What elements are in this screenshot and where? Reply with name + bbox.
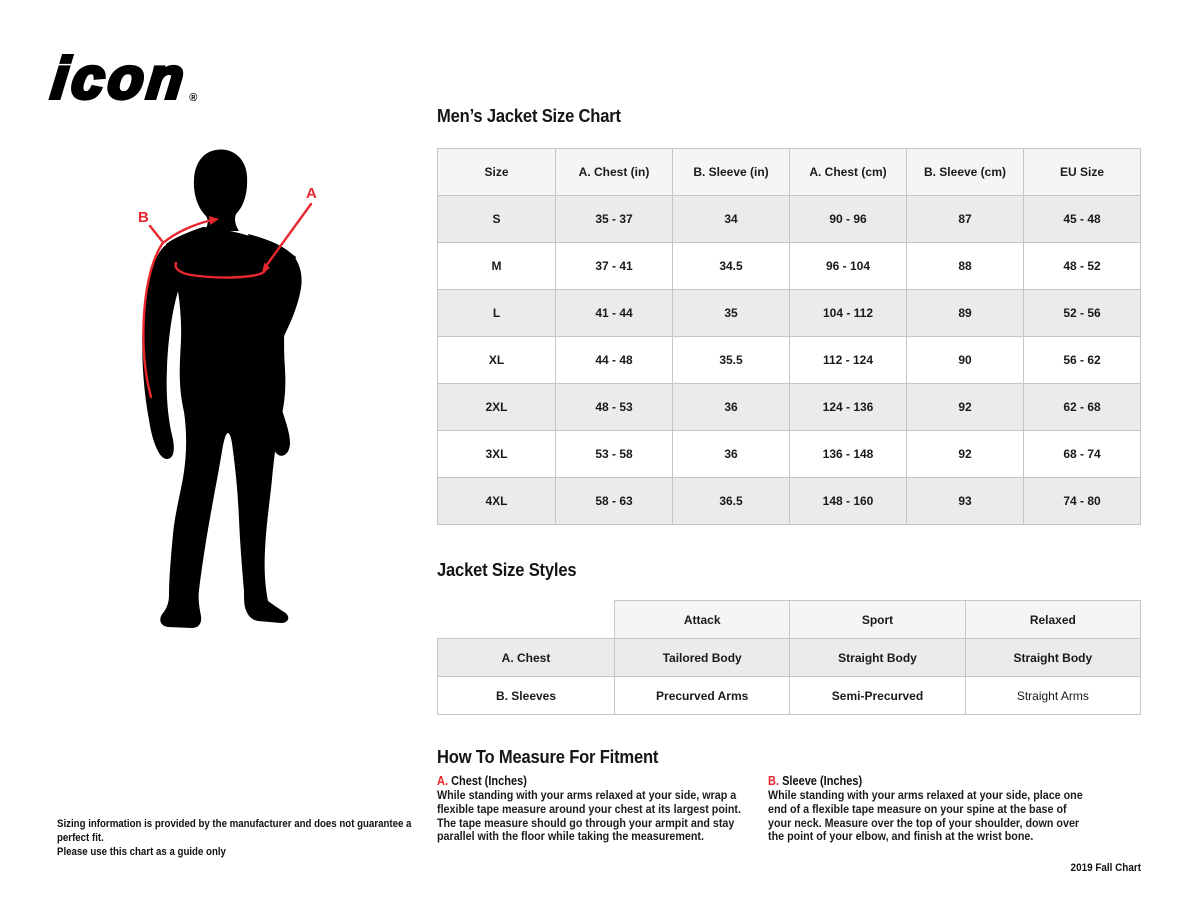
size-styles-header-row [438,601,1141,639]
table-cell: 48 - 52 [1024,243,1141,290]
table-cell: 112 - 124 [790,337,907,384]
table-cell: 44 - 48 [556,337,673,384]
disclaimer-line-1: Sizing information is provided by the manufacturer and does not guarantee a perfect fit. [57,818,412,844]
table-cell: 45 - 48 [1024,196,1141,243]
size-cell: 2XL [438,384,556,431]
brand-logo [48,46,272,116]
table-cell: 90 [907,337,1024,384]
table-row-m [438,243,1141,290]
size-cell: XL [438,337,556,384]
sleeve-label-leader [150,226,162,241]
table-row-chest-style [438,639,1141,677]
col-header-relaxed: Relaxed [965,601,1140,639]
measure-instructions-chest [437,774,745,844]
disclaimer-line-2: Please use this chart as a guide only [57,846,226,858]
table-cell: 41 - 44 [556,290,673,337]
table-cell: 96 - 104 [790,243,907,290]
table-cell: Straight Body [965,639,1140,677]
table-row-3xl [438,431,1141,478]
table-cell: 93 [907,478,1024,525]
measure-chest-label-prefix: A. [437,774,448,788]
measure-chest-text: While standing with your arms relaxed at your side, wrap a flexible tape measure around your chest at its largest point. The tape measure should go through your armpit and stay parallel with the floor while taking the measurement. [437,788,741,844]
figure-label-b: B [138,209,149,226]
table-cell: Semi-Precurved [790,677,965,715]
table-cell: 89 [907,290,1024,337]
col-header-size: Size [438,149,556,196]
size-cell: S [438,196,556,243]
size-cell: 4XL [438,478,556,525]
table-cell: 35 - 37 [556,196,673,243]
measure-chest-label-text: Chest (Inches) [451,774,527,788]
how-to-measure-title: How To Measure For Fitment [437,747,659,767]
table-cell: 36.5 [673,478,790,525]
table-cell: 34 [673,196,790,243]
sizing-disclaimer [57,817,435,859]
table-cell: 148 - 160 [790,478,907,525]
measure-chest-label [437,774,745,788]
table-cell: 92 [907,384,1024,431]
measure-sleeve-label [768,774,1085,788]
body-measurement-figure [100,140,380,640]
table-cell: 56 - 62 [1024,337,1141,384]
table-cell: 35.5 [673,337,790,384]
table-row-s [438,196,1141,243]
size-styles-title: Jacket Size Styles [437,560,577,580]
table-cell: 104 - 112 [790,290,907,337]
table-cell: 36 [673,384,790,431]
size-chart-header-row [438,149,1141,196]
table-cell: 52 - 56 [1024,290,1141,337]
table-row-sleeves-style [438,677,1141,715]
col-header-chest-cm: A. Chest (cm) [790,149,907,196]
row-header-sleeves: B. Sleeves [438,677,615,715]
table-row-xl [438,337,1141,384]
table-cell: Straight Arms [965,677,1140,715]
table-cell: 88 [907,243,1024,290]
table-cell: Tailored Body [615,639,790,677]
col-header-sleeve-cm: B. Sleeve (cm) [907,149,1024,196]
table-row-l [438,290,1141,337]
col-header-chest-in: A. Chest (in) [556,149,673,196]
figure-label-a: A [306,185,317,202]
size-styles-table [437,600,1141,715]
size-cell: M [438,243,556,290]
col-header-eu-size: EU Size [1024,149,1141,196]
measure-sleeve-label-text: Sleeve (Inches) [782,774,863,788]
measure-instructions-sleeve [768,774,1085,844]
col-header-sleeve-in: B. Sleeve (in) [673,149,790,196]
table-cell: 92 [907,431,1024,478]
table-cell: 35 [673,290,790,337]
table-cell: 34.5 [673,243,790,290]
size-cell: L [438,290,556,337]
table-cell: 90 - 96 [790,196,907,243]
row-header-chest: A. Chest [438,639,615,677]
table-cell: 37 - 41 [556,243,673,290]
table-cell: 36 [673,431,790,478]
table-cell: Straight Body [790,639,965,677]
measure-sleeve-text: While standing with your arms relaxed at your side, place one end of a flexible tape measure on your spine at the base of your neck. Measure over the top of your shoulder, down over the point of your elbow, and finish at the wrist bone. [768,788,1083,844]
table-cell: 53 - 58 [556,431,673,478]
col-header-attack: Attack [615,601,790,639]
table-cell: 68 - 74 [1024,431,1141,478]
col-header-sport: Sport [790,601,965,639]
registered-trademark-mark: ® [189,92,198,104]
man-silhouette [142,150,301,628]
table-cell: 87 [907,196,1024,243]
size-chart-title: Men’s Jacket Size Chart [437,106,621,126]
table-row-4xl [438,478,1141,525]
table-cell: 58 - 63 [556,478,673,525]
chart-version-label: 2019 Fall Chart [1070,862,1141,874]
size-cell: 3XL [438,431,556,478]
table-cell: 136 - 148 [790,431,907,478]
brand-logo-text: icon [48,46,191,111]
table-cell: 48 - 53 [556,384,673,431]
table-cell: 124 - 136 [790,384,907,431]
table-cell: Precurved Arms [615,677,790,715]
measure-sleeve-label-prefix: B. [768,774,779,788]
size-chart-table [437,148,1141,525]
table-cell: 74 - 80 [1024,478,1141,525]
table-cell: 62 - 68 [1024,384,1141,431]
blank-corner-cell [438,601,615,639]
table-row-2xl [438,384,1141,431]
